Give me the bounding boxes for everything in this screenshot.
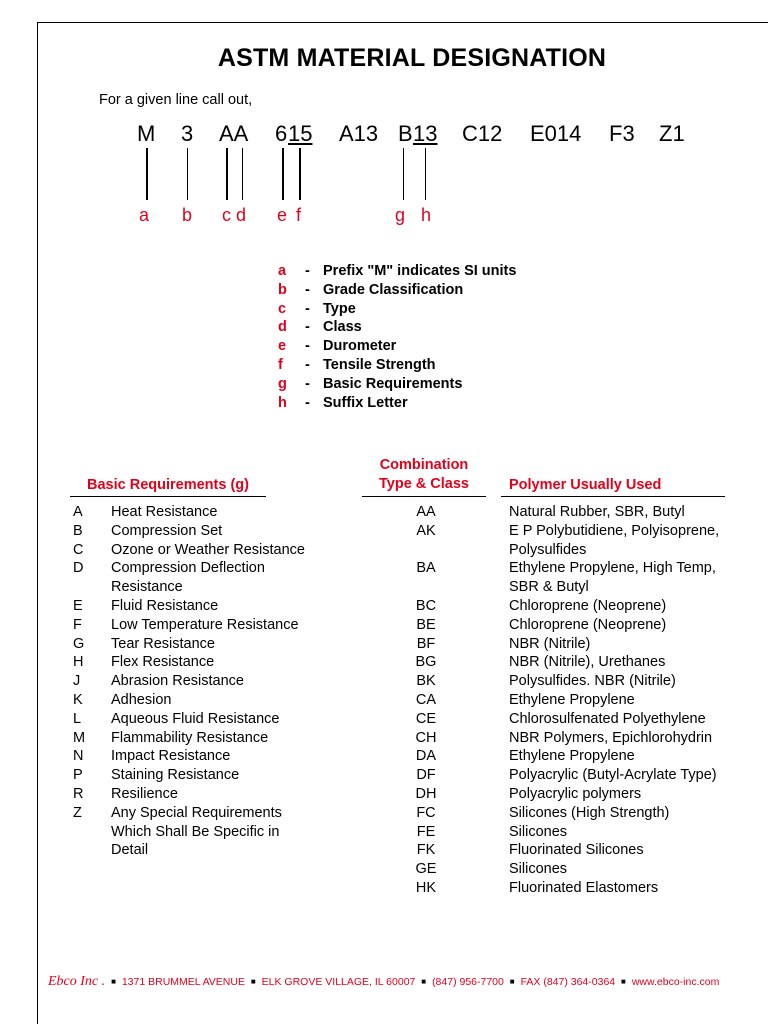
combination-code: CH	[415, 729, 437, 746]
tick-line-e	[282, 148, 284, 200]
tick-line-g	[403, 148, 404, 200]
requirement-text: Heat Resistance	[111, 504, 218, 520]
header-rule-combination	[362, 496, 486, 497]
requirement-code: E	[73, 597, 83, 614]
combination-code: CE	[415, 710, 437, 727]
polymer-text: NBR (Nitrile)	[509, 635, 591, 652]
footer-fax: FAX (847) 364-0364	[520, 976, 616, 988]
requirement-code: B	[73, 522, 83, 539]
tick-line-f	[299, 148, 301, 200]
requirement-code: L	[73, 710, 82, 727]
page-title: ASTM MATERIAL DESIGNATION	[217, 44, 607, 72]
combination-code	[396, 541, 456, 560]
legend-dash: -	[305, 263, 310, 279]
footer-separator-icon: ■	[509, 977, 515, 986]
combination-code: DF	[416, 767, 436, 784]
legend-dash: -	[305, 394, 310, 411]
legend-text: Type	[323, 300, 356, 317]
footer-separator-icon: ■	[111, 977, 116, 986]
combination-code: BK	[416, 673, 436, 690]
callout-part: M	[137, 121, 156, 146]
combination-code: CA	[415, 691, 437, 708]
footer-website-link[interactable]: www.ebco-inc.com	[631, 976, 720, 988]
polymer-text: Ethylene Propylene	[509, 691, 635, 708]
tick-line-b	[187, 148, 188, 200]
legend-text: Prefix "M" indicates SI units	[323, 263, 517, 279]
tick-line-c	[226, 148, 228, 200]
combination-code: BE	[416, 616, 436, 633]
polymer-text: Natural Rubber, SBR, Butyl	[509, 504, 685, 520]
footer	[48, 974, 719, 990]
combination-code: DA	[415, 748, 437, 765]
marker-letter: e	[277, 205, 288, 225]
legend-key: b	[278, 281, 287, 298]
combination-code: BF	[416, 635, 436, 652]
polymer-text: Silicones (High Strength)	[509, 804, 670, 821]
tick-line-h	[425, 148, 426, 200]
polymer-text: NBR (Nitrile), Urethanes	[509, 654, 666, 671]
requirement-code: F	[73, 616, 82, 633]
combination-code: BA	[416, 560, 436, 577]
polymer-text: E P Polybutidiene, Polyisoprene,	[509, 522, 720, 539]
marker-letter: b	[182, 205, 193, 225]
requirement-text: Any Special Requirements	[111, 804, 282, 821]
footer-address: 1371 BRUMMEL AVENUE	[121, 976, 245, 988]
callout-part: C12	[462, 121, 503, 146]
legend-text: Tensile Strength	[323, 356, 436, 373]
requirement-code: H	[73, 654, 84, 671]
requirement-text: Which Shall Be Specific in	[111, 823, 280, 840]
polymer-text: Ethylene Propylene	[509, 748, 635, 765]
callout-part-underlined	[413, 120, 437, 148]
legend-dash: -	[305, 375, 310, 392]
polymer-text: Ethylene Propylene, High Temp,	[509, 560, 716, 577]
polymer-text: NBR Polymers, Epichlorohydrin	[509, 729, 713, 746]
polymer-text: Polyacrylic polymers	[509, 785, 642, 802]
callout-part: F3	[609, 121, 635, 146]
requirement-text: Low Temperature Resistance	[111, 616, 299, 633]
callout-part: 6	[275, 121, 288, 146]
requirement-code: A	[73, 504, 83, 520]
legend-dash: -	[305, 281, 310, 298]
tick-line-a	[146, 148, 148, 200]
legend-text: Durometer	[323, 338, 397, 355]
requirement-text: Adhesion	[111, 691, 172, 708]
marker-letter: d	[236, 205, 247, 225]
requirement-text: Impact Resistance	[111, 748, 231, 765]
header-polymer: Polymer Usually Used	[509, 477, 662, 493]
legend-key: c	[278, 300, 287, 317]
legend-text: Grade Classification	[323, 281, 464, 298]
requirement-text: Resistance	[111, 579, 183, 596]
requirement-code: J	[73, 673, 81, 690]
requirement-text: Detail	[111, 842, 149, 859]
legend-dash: -	[305, 319, 310, 336]
combination-code: BC	[415, 597, 437, 614]
requirement-code: M	[73, 729, 86, 746]
legend-dash: -	[305, 300, 310, 317]
polymers-list	[509, 503, 719, 898]
callout-part: 15	[288, 121, 313, 146]
callout-part: A13	[339, 121, 379, 146]
polymer-text: Fluorinated Silicones	[509, 842, 644, 859]
legend-dash: -	[305, 338, 310, 355]
requirement-text: Tear Resistance	[111, 635, 215, 652]
combination-code: HK	[415, 879, 437, 896]
legend-key: a	[278, 263, 287, 279]
intro-text: For a given line call out,	[99, 92, 253, 108]
polymer-text: Polysulfides. NBR (Nitrile)	[509, 673, 676, 690]
requirement-text: Compression Deflection	[111, 560, 265, 577]
requirement-code: C	[73, 541, 84, 558]
requirement-code: P	[73, 767, 83, 784]
footer-brand: Ebco Inc .	[48, 974, 106, 989]
callout-part: 13	[413, 121, 438, 146]
combination-code: AA	[416, 504, 436, 520]
requirement-text: Staining Resistance	[111, 767, 240, 784]
marker-letter: g	[395, 205, 406, 225]
polymer-text: Silicones	[509, 823, 568, 840]
combination-code: BG	[415, 654, 437, 671]
marker-letter: c	[222, 205, 231, 225]
marker-letter: h	[421, 205, 432, 225]
callout-part: B	[398, 121, 413, 146]
requirement-text: Ozone or Weather Resistance	[111, 541, 305, 558]
requirement-text: Resilience	[111, 785, 178, 802]
callout-part: 3	[181, 121, 194, 146]
legend-text: Suffix Letter	[323, 394, 408, 411]
header-rule-polymer	[501, 496, 725, 497]
polymer-text: SBR & Butyl	[509, 579, 589, 596]
callout-part: Z1	[659, 121, 685, 146]
requirement-text: Flammability Resistance	[111, 729, 269, 746]
combinations-list	[396, 503, 456, 898]
requirement-code: G	[73, 635, 85, 652]
legend-dash: -	[305, 356, 310, 373]
legend-text: Class	[323, 319, 362, 336]
header-combination-line2: Type & Class	[379, 476, 469, 492]
callout-part: E014	[530, 121, 582, 146]
polymer-text: Silicones	[509, 861, 568, 878]
marker-letter: f	[296, 205, 302, 225]
requirement-text: Fluid Resistance	[111, 597, 219, 614]
combination-code	[396, 578, 456, 597]
footer-phone: (847) 956-7700	[432, 976, 504, 988]
header-basic-requirements: Basic Requirements (g)	[87, 477, 249, 493]
requirement-text: Aqueous Fluid Resistance	[111, 710, 280, 727]
tick-line-d	[242, 148, 243, 200]
requirement-code: N	[73, 748, 84, 765]
legend-key: h	[278, 394, 287, 411]
header-rule-basic	[70, 496, 266, 497]
callout-part: AA	[219, 121, 249, 146]
requirement-code: Z	[73, 804, 82, 821]
requirement-text: Abrasion Resistance	[111, 673, 244, 690]
requirement-text: Compression Set	[111, 522, 223, 539]
legend-key: d	[278, 319, 287, 336]
combination-code: FE	[416, 823, 436, 840]
callout-part-underlined	[288, 120, 312, 148]
combination-code: GE	[415, 861, 437, 878]
marker-letter: a	[139, 205, 150, 225]
requirement-code: D	[73, 560, 84, 577]
header-combination-line1: Combination	[379, 457, 469, 473]
legend-key: e	[278, 338, 287, 355]
combination-code: FK	[416, 842, 436, 859]
footer-city: ELK GROVE VILLAGE, IL 60007	[261, 976, 416, 988]
footer-separator-icon: ■	[250, 977, 256, 986]
requirement-code: K	[73, 691, 83, 708]
combination-code: DH	[415, 785, 437, 802]
requirement-code: R	[73, 785, 84, 802]
legend-text: Basic Requirements	[323, 375, 463, 392]
requirement-text: Flex Resistance	[111, 654, 215, 671]
polymer-text: Fluorinated Elastomers	[509, 879, 659, 896]
footer-separator-icon: ■	[621, 977, 626, 986]
combination-code: FC	[416, 804, 436, 821]
polymer-text: Chloroprene (Neoprene)	[509, 616, 667, 633]
combination-code: AK	[416, 522, 436, 539]
polymer-text: Chloroprene (Neoprene)	[509, 597, 667, 614]
polymer-text: Polysulfides	[509, 541, 587, 558]
footer-separator-icon: ■	[421, 977, 427, 986]
legend-key: g	[278, 375, 287, 392]
legend-key: f	[278, 356, 283, 373]
header-combination	[362, 457, 486, 492]
polymer-text: Polyacrylic (Butyl-Acrylate Type)	[509, 767, 717, 784]
polymer-text: Chlorosulfenated Polyethylene	[509, 710, 706, 727]
